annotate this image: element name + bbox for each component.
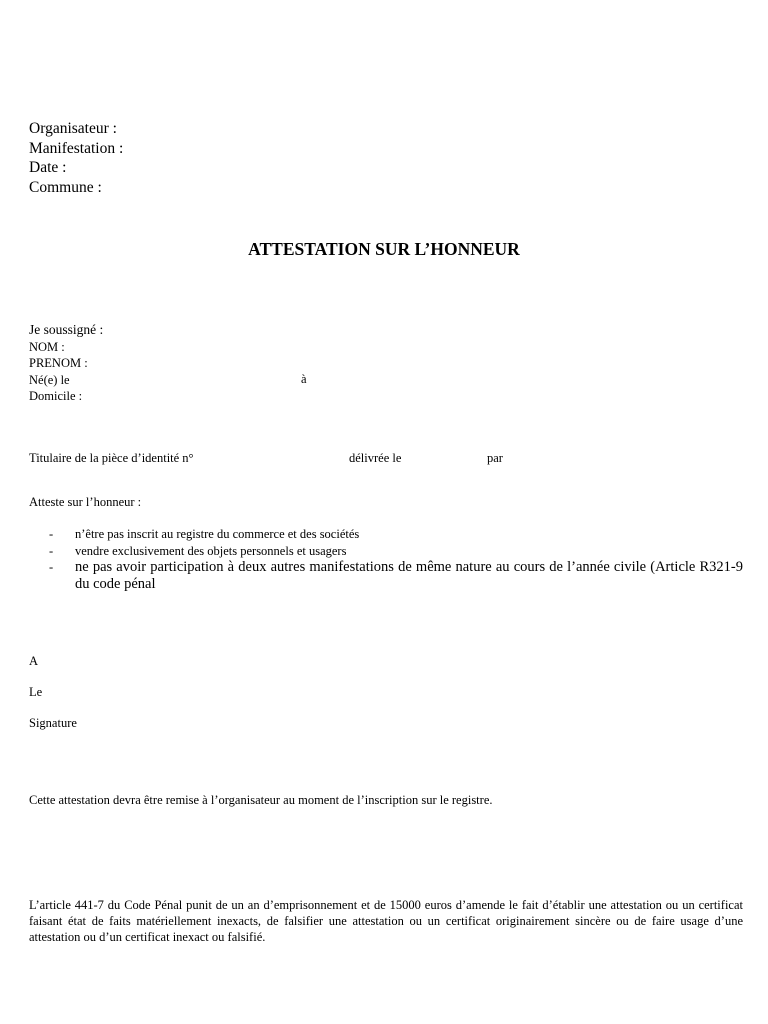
date-signature-label: Le — [29, 685, 43, 699]
date-label: Date : — [29, 159, 67, 176]
id-issuer-label: par — [487, 451, 503, 465]
nom-label: NOM : — [29, 339, 65, 354]
organisateur-label: Organisateur : — [29, 120, 117, 137]
document-title: ATTESTATION SUR L’HONNEUR — [248, 239, 520, 259]
manifestation-label: Manifestation : — [29, 139, 124, 157]
id-holder-label: Titulaire de la pièce d’identité n° — [29, 451, 194, 465]
id-issued-label: délivrée le — [349, 451, 402, 465]
bullet-dash: - — [49, 560, 54, 574]
declaration-text: ne pas avoir participation à deux autres manifestations de même nature au cours de l’année civile (Article R321-9 du code pénal — [75, 559, 743, 592]
header-fields — [29, 119, 123, 197]
remise-note: Cette attestation devra être remise à l’organisateur au moment de l’inscription sur le registre. — [29, 793, 493, 807]
list-item — [29, 559, 743, 593]
prenom-label: PRENOM : — [29, 356, 88, 370]
legal-note: L’article 441-7 du Code Pénal punit de un an d’emprisonnement et de 15000 euros d’amende le fait d’établir une attestation ou un certificat faisant état de faits matériellement inexacts, de falsifier une attestation ou un certificat originairement sincère ou de faire usage d’une attestation ou d’un certificat inexact ou falsifié. — [29, 898, 743, 944]
commune-label: Commune : — [29, 178, 102, 196]
soussigne-label: Je soussigné : — [29, 322, 104, 337]
identity-block — [29, 322, 103, 405]
atteste-label: Atteste sur l’honneur : — [29, 495, 142, 509]
list-item — [29, 543, 743, 560]
birth-date-label: Né(e) le — [29, 372, 70, 387]
declaration-list — [29, 526, 743, 593]
birth-place-label: à — [301, 372, 307, 386]
declaration-text: n’être pas inscrit au registre du commerce et des sociétés — [75, 527, 360, 541]
bullet-dash: - — [49, 543, 54, 558]
signature-label: Signature — [29, 716, 77, 730]
place-label: A — [29, 654, 39, 668]
declaration-text: vendre exclusivement des objets personnels et usagers — [75, 543, 347, 558]
bullet-dash: - — [49, 527, 54, 541]
list-item — [29, 526, 743, 543]
domicile-label: Domicile : — [29, 389, 83, 403]
